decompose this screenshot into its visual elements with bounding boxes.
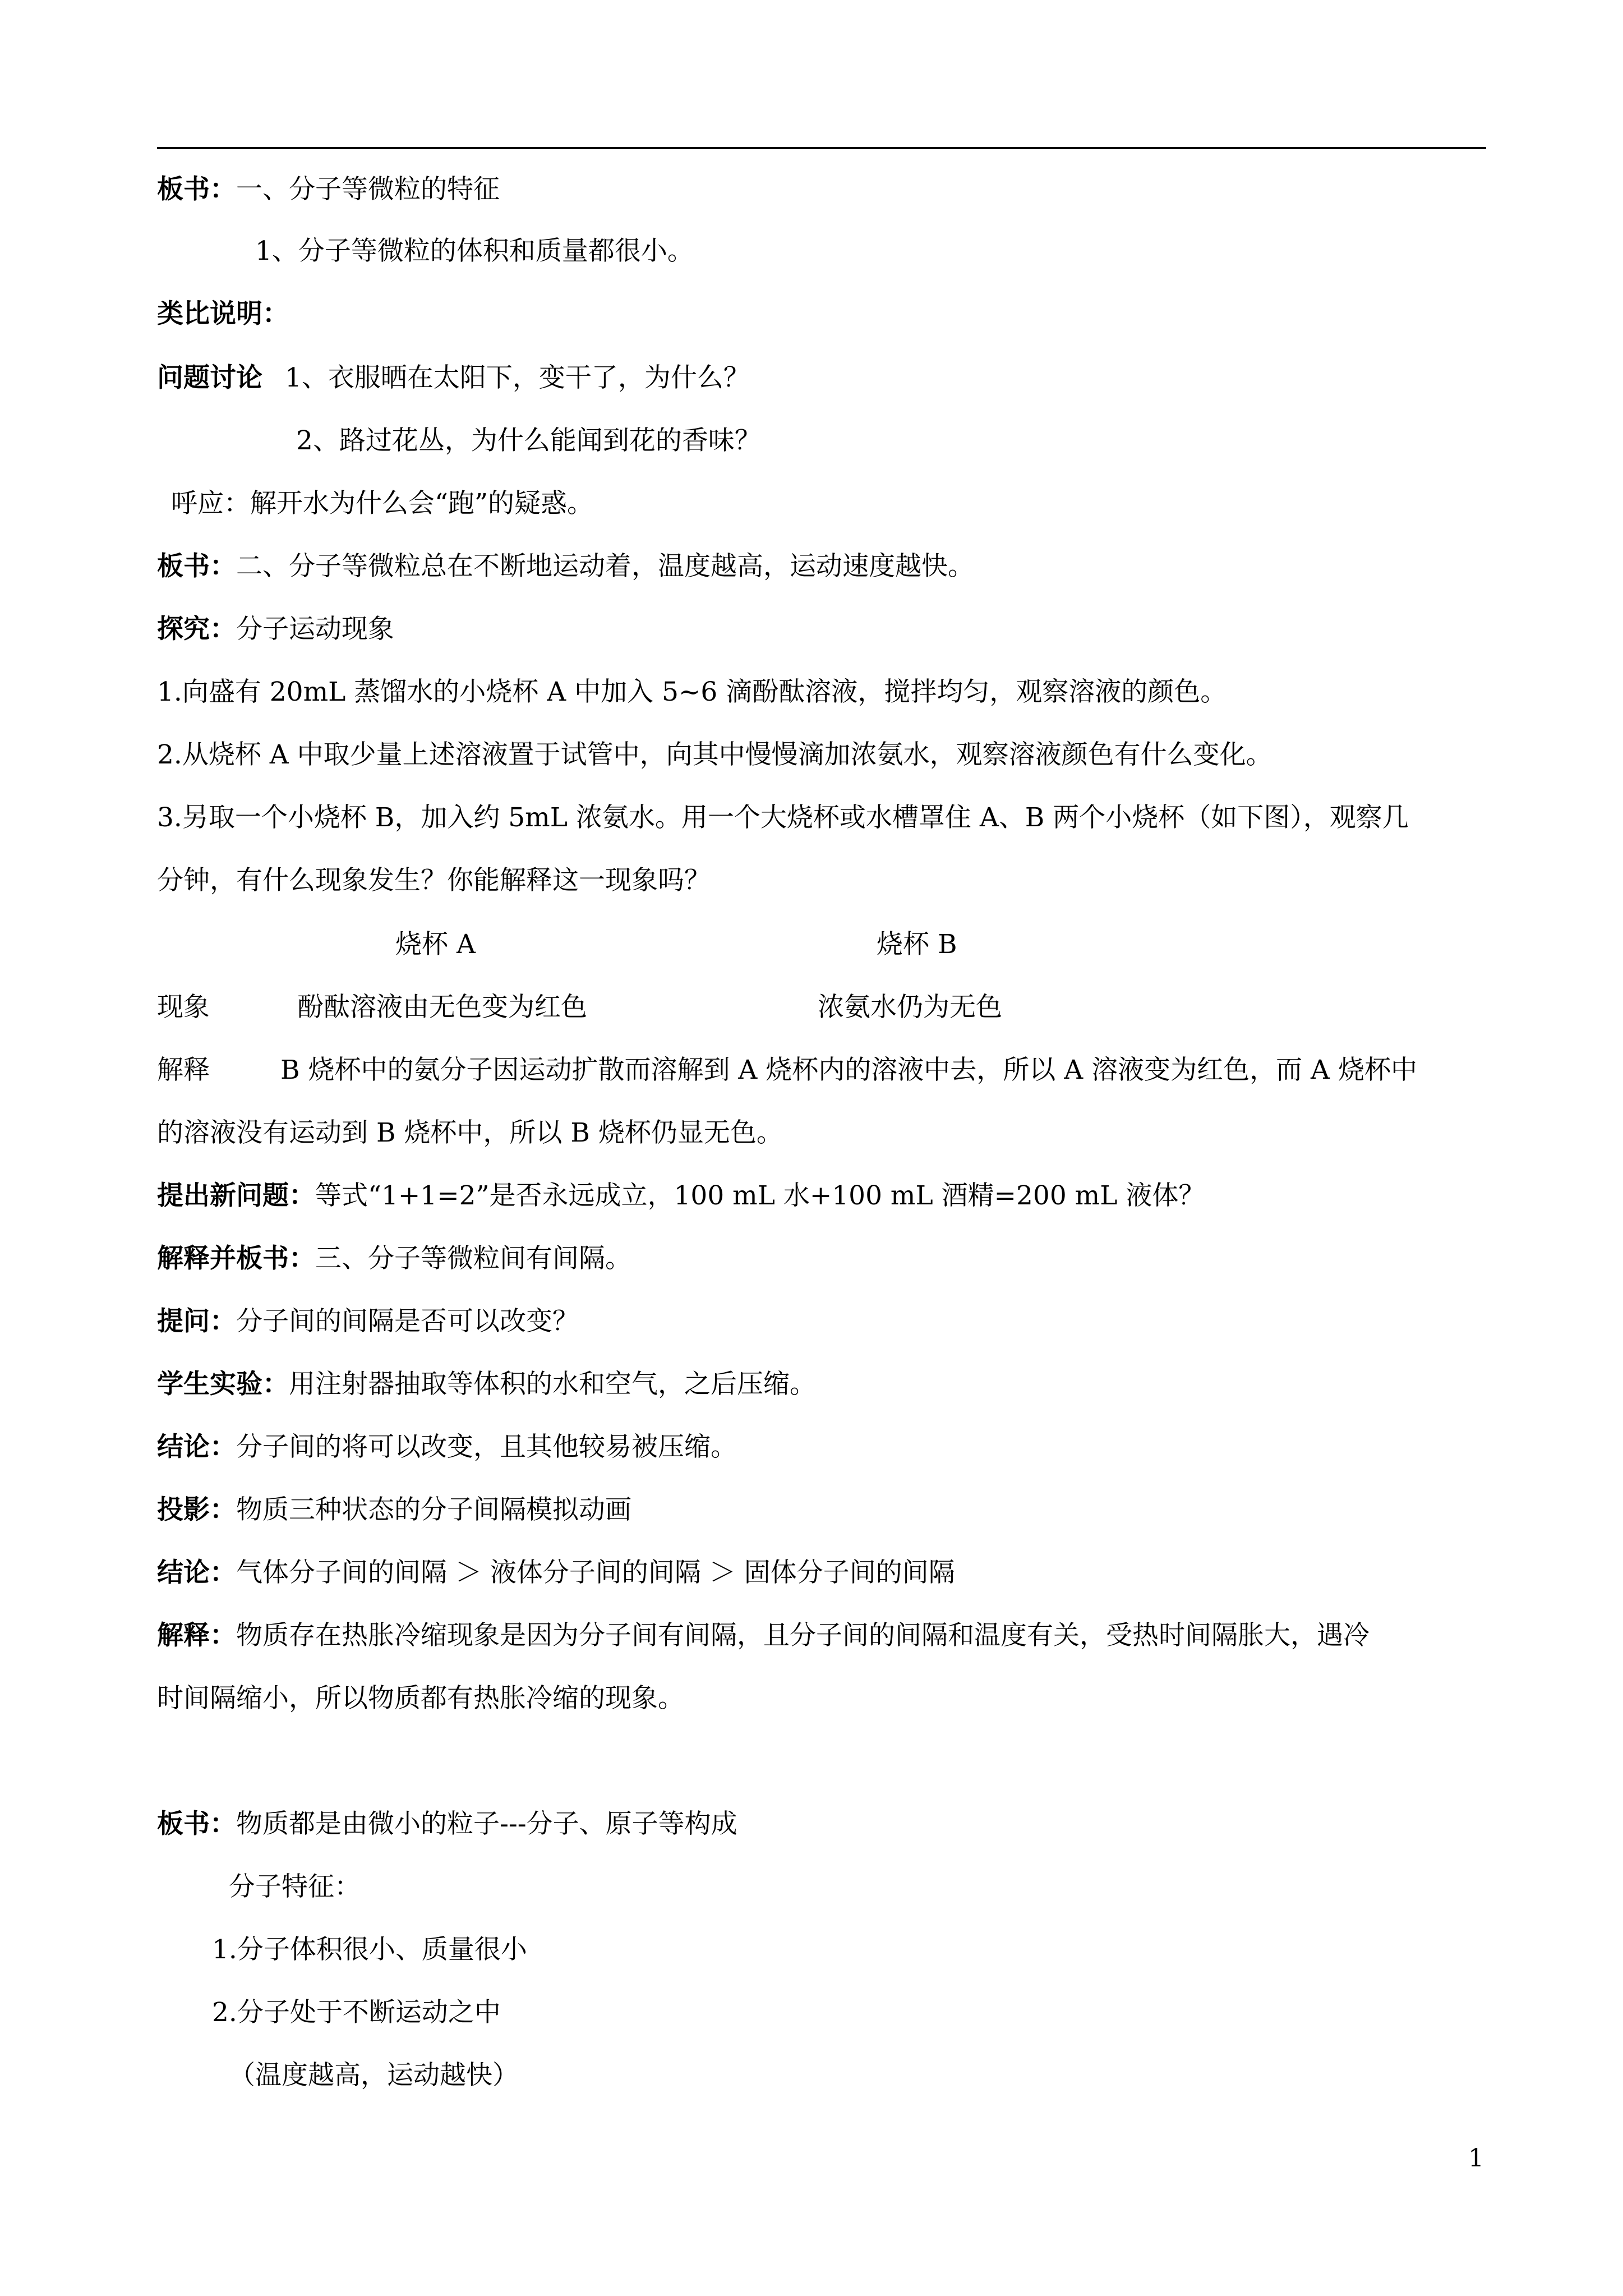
page-number: 1 [1468,2144,1484,2173]
table-header-beaker-b: 烧杯 B [877,929,957,960]
line-step-3: 3.另取一个小烧杯 B，加入约 5mL 浓氨水。用一个大烧杯或水槽罩住 A、B 两个小烧杯（如下图），观察几 [157,802,1409,833]
line-conclusion-1: 结论：分子间的将可以改变，且其他较易被压缩。 [157,1432,737,1462]
line-summary-feature-1: 1.分子体积很小、质量很小 [212,1934,527,1965]
line-conclusion-2: 结论：气体分子间的间隔 ＞ 液体分子间的间隔 ＞ 固体分子间的间隔 [157,1557,955,1588]
line-explanation-cont: 时间隔缩小，所以物质都有热胀冷缩的现象。 [157,1683,684,1714]
line-summary-feature-2: 2.分子处于不断运动之中 [212,1997,501,2028]
line-board-3: 解释并板书：三、分子等微粒间有间隔。 [157,1243,631,1274]
line-summary-features: 分子特征： [229,1871,361,1902]
table-row-explanation-cont: 的溶液没有运动到 B 烧杯中，所以 B 烧杯仍显无色。 [157,1117,783,1148]
table-row-phenomenon-b: 浓氨水仍为无色 [818,992,1002,1023]
table-row-phenomenon-label: 现象 [157,992,210,1023]
line-step-1: 1.向盛有 20mL 蒸馏水的小烧杯 A 中加入 5~6 滴酚酞溶液，搅拌均匀，观察溶液的颜色。 [157,677,1227,707]
table-row-explanation-label: 解释 [157,1055,210,1085]
line-question: 提问：分子间的间隔是否可以改变？ [157,1306,579,1337]
line-echo: 呼应：解开水为什么会“跑”的疑惑。 [171,488,594,519]
line-student-experiment: 学生实验：用注射器抽取等体积的水和空气，之后压缩。 [157,1369,816,1400]
table-row-phenomenon-a: 酚酞溶液由无色变为红色 [297,992,587,1023]
line-projection: 投影：物质三种状态的分子间隔模拟动画 [157,1494,631,1525]
line-analogy: 类比说明： [157,298,289,329]
line-board-2: 板书：二、分子等微粒总在不断地运动着，温度越高，运动速度越快。 [157,551,974,582]
line-explanation: 解释：物质存在热胀冷缩现象是因为分子间有间隔，且分子间的间隔和温度有关，受热时间隔胀大，遇冷 [157,1620,1370,1651]
line-discussion-2: 2、路过花丛，为什么能闻到花的香味？ [296,425,761,456]
line-discussion-1: 问题讨论 1、衣服晒在太阳下，变干了，为什么？ [157,362,750,393]
table-header-beaker-a: 烧杯 A [395,929,476,960]
header-rule [157,147,1486,149]
line-board-1-item: 1、分子等微粒的体积和质量都很小。 [255,236,694,266]
line-summary-board: 板书：物质都是由微小的粒子---分子、原子等构成 [157,1809,737,1839]
table-row-explanation-text: B 烧杯中的氨分子因运动扩散而溶解到 A 烧杯内的溶液中去，所以 A 溶液变为红色，而 A 烧杯中 [280,1055,1417,1085]
line-new-question: 提出新问题：等式“1+1=2”是否永远成立，100 mL 水+100 mL 酒精=200 mL 液体？ [157,1180,1205,1211]
line-step-3-cont: 分钟，有什么现象发生？你能解释这一现象吗？ [157,865,711,896]
line-explore: 探究：分子运动现象 [157,614,394,645]
line-board-1: 板书：一、分子等微粒的特征 [157,174,500,205]
line-step-2: 2.从烧杯 A 中取少量上述溶液置于试管中，向其中慢慢滴加浓氨水，观察溶液颜色有什么变化。 [157,739,1272,770]
line-summary-feature-2-note: （温度越高，运动越快） [229,2060,519,2091]
